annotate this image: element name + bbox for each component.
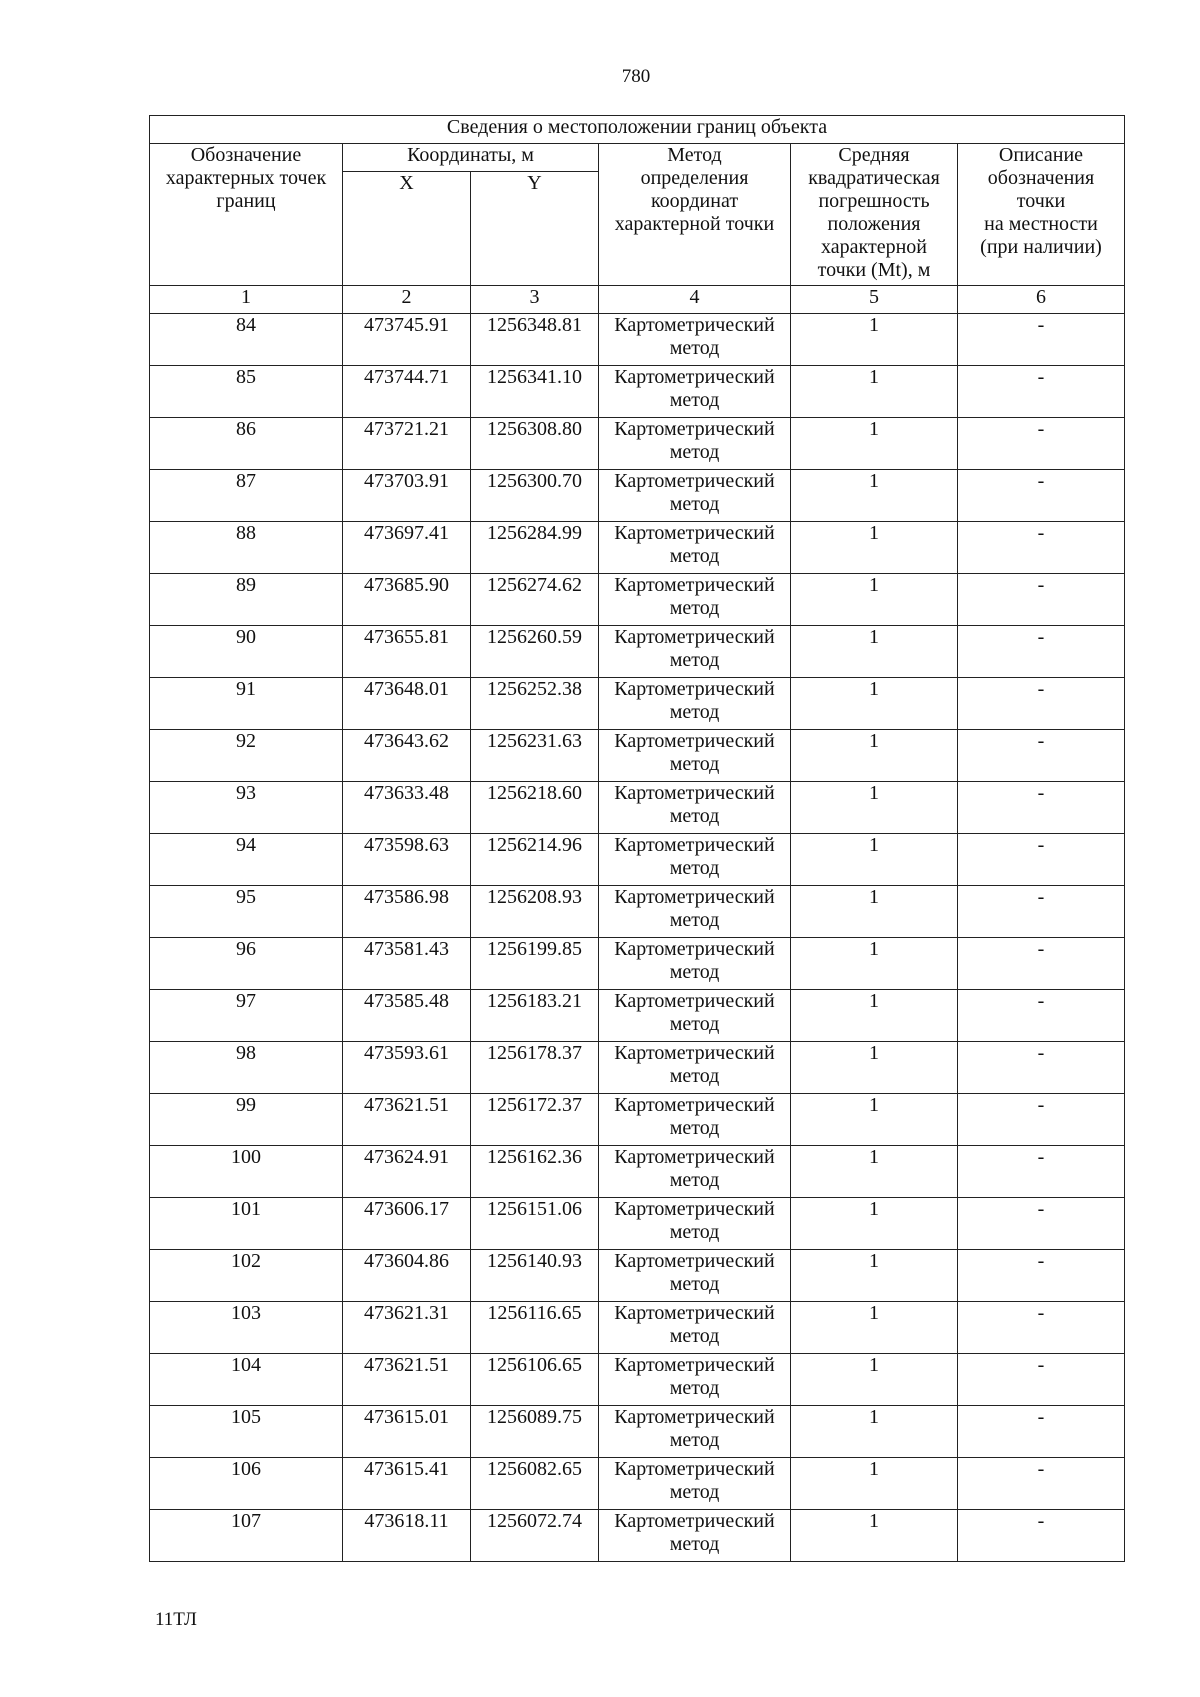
cell-point: 86	[150, 418, 343, 470]
table-row	[150, 1406, 1125, 1458]
cell-method-line: Картометрический	[614, 990, 775, 1012]
cell-method-line: метод	[669, 545, 720, 567]
cell-method	[599, 1354, 791, 1406]
cell-method-line: Картометрический	[614, 834, 775, 856]
cell-point: 96	[150, 938, 343, 990]
cell-x: 473697.41	[343, 522, 471, 574]
cell-method-line: Картометрический	[614, 366, 775, 388]
cell-point: 92	[150, 730, 343, 782]
header-error-line: Средняя	[838, 144, 910, 166]
cell-y: 1256231.63	[471, 730, 599, 782]
cell-point: 87	[150, 470, 343, 522]
cell-description: -	[958, 1042, 1125, 1094]
cell-description: -	[958, 678, 1125, 730]
cell-method-line: Картометрический	[614, 470, 775, 492]
cell-y: 1256208.93	[471, 886, 599, 938]
cell-method	[599, 366, 791, 418]
cell-method-line: Картометрический	[614, 1510, 775, 1532]
cell-method-line: Картометрический	[614, 1406, 775, 1428]
cell-description: -	[958, 626, 1125, 678]
cell-point: 98	[150, 1042, 343, 1094]
cell-method-line: метод	[669, 389, 720, 411]
table-body	[150, 116, 1125, 1562]
column-number: 6	[958, 286, 1125, 314]
cell-x: 473655.81	[343, 626, 471, 678]
cell-error: 1	[791, 938, 958, 990]
cell-error: 1	[791, 1510, 958, 1562]
column-number: 3	[471, 286, 599, 314]
cell-method-line: метод	[669, 597, 720, 619]
cell-y: 1256341.10	[471, 366, 599, 418]
cell-x: 473593.61	[343, 1042, 471, 1094]
table-row	[150, 1042, 1125, 1094]
cell-point: 95	[150, 886, 343, 938]
cell-y: 1256183.21	[471, 990, 599, 1042]
table-row	[150, 782, 1125, 834]
cell-error: 1	[791, 1250, 958, 1302]
cell-error: 1	[791, 366, 958, 418]
cell-x: 473643.62	[343, 730, 471, 782]
page-number: 780	[621, 66, 651, 87]
cell-method	[599, 1146, 791, 1198]
cell-x: 473585.48	[343, 990, 471, 1042]
table-row	[150, 1510, 1125, 1562]
cell-x: 473618.11	[343, 1510, 471, 1562]
cell-method-line: метод	[669, 1065, 720, 1087]
cell-y: 1256089.75	[471, 1406, 599, 1458]
header-description-line: точки	[1016, 190, 1066, 212]
column-number: 2	[343, 286, 471, 314]
cell-x: 473621.51	[343, 1094, 471, 1146]
header-description-line: (при наличии)	[980, 236, 1102, 258]
cell-point: 102	[150, 1250, 343, 1302]
cell-method-line: метод	[669, 1117, 720, 1139]
cell-description: -	[958, 1146, 1125, 1198]
cell-method	[599, 1198, 791, 1250]
header-method-line: характерной точки	[614, 213, 775, 235]
cell-x: 473624.91	[343, 1146, 471, 1198]
cell-method	[599, 1042, 791, 1094]
cell-description: -	[958, 886, 1125, 938]
table-row	[150, 678, 1125, 730]
header-error-line: квадратическая	[808, 167, 940, 189]
cell-y: 1256214.96	[471, 834, 599, 886]
table-row	[150, 1094, 1125, 1146]
table-row	[150, 1354, 1125, 1406]
cell-point: 89	[150, 574, 343, 626]
cell-method-line: Картометрический	[614, 522, 775, 544]
cell-method-line: Картометрический	[614, 1250, 775, 1272]
table-row	[150, 1198, 1125, 1250]
cell-method-line: метод	[669, 337, 720, 359]
table-row	[150, 730, 1125, 782]
cell-x: 473604.86	[343, 1250, 471, 1302]
cell-point: 91	[150, 678, 343, 730]
cell-error: 1	[791, 730, 958, 782]
cell-method	[599, 1302, 791, 1354]
table-row	[150, 990, 1125, 1042]
cell-error: 1	[791, 1146, 958, 1198]
table-row	[150, 938, 1125, 990]
cell-x: 473633.48	[343, 782, 471, 834]
cell-x: 473648.01	[343, 678, 471, 730]
cell-error: 1	[791, 626, 958, 678]
column-number: 1	[150, 286, 343, 314]
cell-point: 93	[150, 782, 343, 834]
cell-method	[599, 522, 791, 574]
cell-description: -	[958, 938, 1125, 990]
cell-point: 94	[150, 834, 343, 886]
cell-method	[599, 886, 791, 938]
cell-point: 106	[150, 1458, 343, 1510]
cell-description: -	[958, 366, 1125, 418]
cell-y: 1256140.93	[471, 1250, 599, 1302]
cell-x: 473606.17	[343, 1198, 471, 1250]
cell-description: -	[958, 1406, 1125, 1458]
cell-description: -	[958, 1458, 1125, 1510]
header-error-line: погрешность	[818, 190, 930, 212]
header-error-line: характерной	[821, 236, 927, 258]
cell-y: 1256274.62	[471, 574, 599, 626]
table-row	[150, 886, 1125, 938]
cell-x: 473615.41	[343, 1458, 471, 1510]
cell-y: 1256348.81	[471, 314, 599, 366]
cell-x: 473598.63	[343, 834, 471, 886]
cell-x: 473581.43	[343, 938, 471, 990]
cell-error: 1	[791, 470, 958, 522]
cell-y: 1256172.37	[471, 1094, 599, 1146]
table-row	[150, 574, 1125, 626]
cell-x: 473744.71	[343, 366, 471, 418]
cell-x: 473745.91	[343, 314, 471, 366]
cell-error: 1	[791, 574, 958, 626]
table-row	[150, 834, 1125, 886]
cell-method-line: метод	[669, 649, 720, 671]
cell-method	[599, 418, 791, 470]
header-point-line: границ	[216, 190, 276, 212]
table-title-row	[150, 116, 1125, 144]
cell-point: 85	[150, 366, 343, 418]
cell-point: 99	[150, 1094, 343, 1146]
cell-point: 100	[150, 1146, 343, 1198]
cell-method-line: Картометрический	[614, 574, 775, 596]
cell-error: 1	[791, 782, 958, 834]
cell-x: 473685.90	[343, 574, 471, 626]
column-number: 5	[791, 286, 958, 314]
header-method-line: определения	[640, 167, 749, 189]
cell-method-line: метод	[669, 1377, 720, 1399]
cell-y: 1256260.59	[471, 626, 599, 678]
cell-method-line: метод	[669, 1169, 720, 1191]
table-row	[150, 1250, 1125, 1302]
cell-error: 1	[791, 1354, 958, 1406]
cell-method	[599, 314, 791, 366]
header-error-line: положения	[827, 213, 921, 235]
header-point	[150, 144, 343, 286]
cell-point: 101	[150, 1198, 343, 1250]
cell-description: -	[958, 730, 1125, 782]
cell-point: 90	[150, 626, 343, 678]
cell-method	[599, 938, 791, 990]
cell-point: 84	[150, 314, 343, 366]
cell-method	[599, 834, 791, 886]
cell-method-line: метод	[669, 857, 720, 879]
cell-description: -	[958, 470, 1125, 522]
header-y: Y	[471, 172, 599, 286]
cell-description: -	[958, 1250, 1125, 1302]
column-number-row	[150, 286, 1125, 314]
header-description-line: на местности	[984, 213, 1098, 235]
table-row	[150, 418, 1125, 470]
cell-error: 1	[791, 314, 958, 366]
cell-error: 1	[791, 886, 958, 938]
header-description	[958, 144, 1125, 286]
cell-error: 1	[791, 678, 958, 730]
cell-method-line: метод	[669, 909, 720, 931]
cell-method-line: метод	[669, 1481, 720, 1503]
cell-y: 1256252.38	[471, 678, 599, 730]
header-description-line: обозначения	[987, 167, 1095, 189]
boundary-coordinates-table	[149, 115, 1125, 1562]
cell-method-line: Картометрический	[614, 314, 775, 336]
header-coordinates: Координаты, м	[343, 144, 599, 172]
cell-error: 1	[791, 1042, 958, 1094]
cell-method-line: Картометрический	[614, 1146, 775, 1168]
cell-method-line: метод	[669, 1533, 720, 1555]
cell-x: 473615.01	[343, 1406, 471, 1458]
cell-description: -	[958, 1354, 1125, 1406]
header-x: X	[343, 172, 471, 286]
cell-method-line: метод	[669, 961, 720, 983]
cell-x: 473621.51	[343, 1354, 471, 1406]
cell-method-line: Картометрический	[614, 1302, 775, 1324]
table-row	[150, 1302, 1125, 1354]
table-row	[150, 366, 1125, 418]
cell-method	[599, 626, 791, 678]
cell-method-line: Картометрический	[614, 678, 775, 700]
cell-description: -	[958, 1198, 1125, 1250]
header-point-line: Обозначение	[190, 144, 302, 166]
cell-method-line: Картометрический	[614, 1042, 775, 1064]
cell-method-line: метод	[669, 1221, 720, 1243]
footer-code: 11ТЛ	[155, 1609, 197, 1630]
header-error-line: точки (Mt), м	[817, 259, 931, 281]
cell-method	[599, 1094, 791, 1146]
cell-point: 88	[150, 522, 343, 574]
cell-method	[599, 1510, 791, 1562]
header-method-line: Метод	[667, 144, 722, 166]
cell-method-line: метод	[669, 493, 720, 515]
cell-method	[599, 990, 791, 1042]
cell-y: 1256151.06	[471, 1198, 599, 1250]
cell-y: 1256218.60	[471, 782, 599, 834]
cell-error: 1	[791, 1198, 958, 1250]
table-row	[150, 314, 1125, 366]
cell-y: 1256162.36	[471, 1146, 599, 1198]
cell-point: 107	[150, 1510, 343, 1562]
cell-description: -	[958, 574, 1125, 626]
cell-y: 1256300.70	[471, 470, 599, 522]
cell-method-line: Картометрический	[614, 418, 775, 440]
cell-y: 1256116.65	[471, 1302, 599, 1354]
cell-y: 1256199.85	[471, 938, 599, 990]
cell-error: 1	[791, 990, 958, 1042]
cell-method-line: метод	[669, 1013, 720, 1035]
cell-point: 104	[150, 1354, 343, 1406]
cell-error: 1	[791, 834, 958, 886]
cell-y: 1256072.74	[471, 1510, 599, 1562]
cell-method-line: Картометрический	[614, 1354, 775, 1376]
cell-point: 97	[150, 990, 343, 1042]
cell-x: 473621.31	[343, 1302, 471, 1354]
cell-description: -	[958, 834, 1125, 886]
cell-x: 473721.21	[343, 418, 471, 470]
cell-error: 1	[791, 1094, 958, 1146]
cell-method-line: метод	[669, 1273, 720, 1295]
cell-error: 1	[791, 522, 958, 574]
cell-point: 105	[150, 1406, 343, 1458]
cell-y: 1256106.65	[471, 1354, 599, 1406]
cell-method-line: Картометрический	[614, 1458, 775, 1480]
cell-description: -	[958, 1302, 1125, 1354]
header-method-line: координат	[650, 190, 739, 212]
cell-method	[599, 574, 791, 626]
cell-error: 1	[791, 1302, 958, 1354]
cell-method-line: Картометрический	[614, 938, 775, 960]
header-point-line: характерных точек	[165, 167, 327, 189]
cell-method	[599, 782, 791, 834]
table-row	[150, 1146, 1125, 1198]
cell-error: 1	[791, 1406, 958, 1458]
cell-description: -	[958, 522, 1125, 574]
cell-method-line: метод	[669, 753, 720, 775]
cell-method-line: Картометрический	[614, 626, 775, 648]
cell-description: -	[958, 1094, 1125, 1146]
cell-method-line: метод	[669, 441, 720, 463]
cell-method	[599, 470, 791, 522]
cell-method	[599, 1250, 791, 1302]
header-description-line: Описание	[998, 144, 1084, 166]
table-row	[150, 470, 1125, 522]
cell-description: -	[958, 990, 1125, 1042]
cell-description: -	[958, 418, 1125, 470]
cell-method-line: Картометрический	[614, 886, 775, 908]
cell-method-line: метод	[669, 701, 720, 723]
cell-y: 1256308.80	[471, 418, 599, 470]
cell-y: 1256178.37	[471, 1042, 599, 1094]
cell-x: 473586.98	[343, 886, 471, 938]
cell-method-line: Картометрический	[614, 1094, 775, 1116]
cell-error: 1	[791, 1458, 958, 1510]
table-title: Сведения о местоположении границ объекта	[150, 116, 1125, 144]
column-number: 4	[599, 286, 791, 314]
cell-y: 1256082.65	[471, 1458, 599, 1510]
cell-description: -	[958, 1510, 1125, 1562]
cell-method	[599, 678, 791, 730]
cell-method	[599, 1458, 791, 1510]
cell-method-line: Картометрический	[614, 730, 775, 752]
header-method	[599, 144, 791, 286]
cell-method-line: Картометрический	[614, 1198, 775, 1220]
header-row	[150, 144, 1125, 172]
cell-point: 103	[150, 1302, 343, 1354]
cell-method	[599, 1406, 791, 1458]
table-row	[150, 1458, 1125, 1510]
cell-description: -	[958, 314, 1125, 366]
cell-method	[599, 730, 791, 782]
table-row	[150, 626, 1125, 678]
cell-description: -	[958, 782, 1125, 834]
cell-method-line: метод	[669, 1325, 720, 1347]
cell-method-line: метод	[669, 1429, 720, 1451]
cell-x: 473703.91	[343, 470, 471, 522]
cell-method-line: Картометрический	[614, 782, 775, 804]
cell-error: 1	[791, 418, 958, 470]
cell-method-line: метод	[669, 805, 720, 827]
table-row	[150, 522, 1125, 574]
header-error	[791, 144, 958, 286]
cell-y: 1256284.99	[471, 522, 599, 574]
